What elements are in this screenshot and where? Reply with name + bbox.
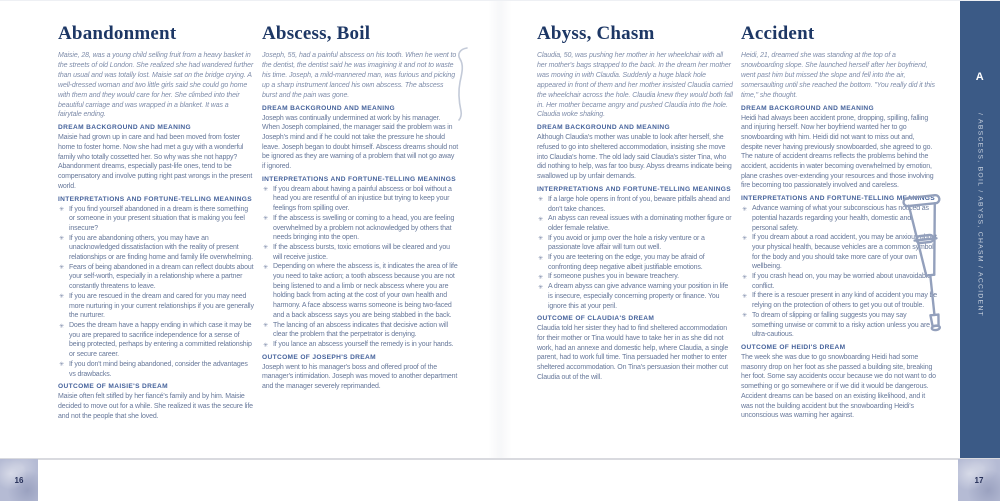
bullet-asterisk-icon: ✳ bbox=[538, 235, 543, 243]
entry-title: Accident bbox=[741, 23, 815, 44]
interpretation-list bbox=[537, 195, 733, 311]
bullet-asterisk-icon: ✳ bbox=[59, 293, 64, 301]
bullet-asterisk-icon: ✳ bbox=[59, 361, 64, 369]
entry-intro-case-study: Joseph, 55, had a painful abscess on his tooth. When he went to the dentist, the dentist said he was imagining it and not to waste his time. Joseph, a mild-mannered man, was furious and picking up a sharp instrument lanced his own abscess. The abscess burst and the pain was gone. bbox=[262, 52, 457, 99]
interpretation-item bbox=[262, 214, 458, 243]
crutch-illustration bbox=[898, 193, 964, 335]
bullet-asterisk-icon: ✳ bbox=[59, 264, 64, 272]
bullet-asterisk-icon: ✳ bbox=[538, 273, 543, 281]
entry-title: Abscess, Boil bbox=[262, 23, 371, 44]
interpretation-item bbox=[58, 234, 254, 263]
dental-probe-illustration bbox=[447, 45, 475, 123]
interpretation-item bbox=[537, 214, 733, 233]
interpretation-list bbox=[58, 205, 254, 380]
interpretation-item bbox=[262, 185, 458, 214]
section-text: Heidi had always been accident prone, dropping, spilling, falling and injuring herself. Now her boyfriend wanted her to go snowboarding with him. Heidi did not want to miss out and, despite never having previously snowboarded, she agreed to go. The nature of accident dreams reflects the problems behind the accident, accidents in water becoming overwhelmed by emotion, plane crashes over-extending your resources and those involving fire becoming too passionately involved and careless. bbox=[741, 114, 934, 190]
entry-title: Abyss, Chasm bbox=[537, 23, 655, 44]
interpretation-list bbox=[262, 185, 458, 350]
interpretation-text: Does the dream have a happy ending in which case it may be you are prepared to sacrifice independence for a sense of being protected, perhaps by entering a committed relationship or secure career. bbox=[69, 322, 252, 359]
section-text: Claudia told her sister they had to find sheltered accommodation for their mother or Tina would have to take her in as she did not work, had an annexe and domestic help, where Claudia, a single parent, had to work full time. Tina persuaded her mother to enter sheltered accommodation. On Tina's persuasion their mother cut Claudia out of the will. bbox=[537, 325, 729, 381]
interpretation-item bbox=[262, 243, 458, 262]
interpretation-text: If you dream about a road accident, you may be anxious about your physical health, because vehicles are a common symbol for the body and you should take more care of your own wellbeing. bbox=[752, 234, 937, 271]
bullet-asterisk-icon: ✳ bbox=[59, 206, 64, 214]
bullet-asterisk-icon: ✳ bbox=[538, 215, 543, 223]
bullet-asterisk-icon: ✳ bbox=[263, 244, 268, 252]
bullet-asterisk-icon: ✳ bbox=[742, 312, 747, 320]
bullet-asterisk-icon: ✳ bbox=[742, 205, 747, 213]
bullet-asterisk-icon: ✳ bbox=[263, 215, 268, 223]
bullet-asterisk-icon: ✳ bbox=[263, 186, 268, 194]
interpretation-item bbox=[537, 272, 733, 282]
interpretation-text: If you are rescued in the dream and cared for you may need more nurturing in your current relationships if you are generally the nurturer. bbox=[69, 292, 254, 320]
section-text: The week she was due to go snowboarding Heidi had some masonry drop on her foot as she passed a building site, breaking her foot. Some say accidents occur because we do not want to do something or go somewhere or if we did it would be dangerous. Accident dreams can be based on an existing likelihood, and it was not the building accident but the snowboarding Heidi's unconscious was warning her against. bbox=[741, 354, 936, 420]
interpretation-item bbox=[58, 263, 254, 292]
section-heading: DREAM BACKGROUND AND MEANING bbox=[741, 104, 875, 112]
entry-intro-case-study: Heidi, 21, dreamed she was standing at the top of a snowboarding slope. She launched herself after her boyfriend, went past him but missed the slope and fell into the air, somersaulting until she reached the bottom. "You really did it this time," she thought. bbox=[741, 52, 935, 99]
interpretation-text: The lancing of an abscess indicates that decisive action will clear the problem that the perpetrator is denying. bbox=[273, 321, 448, 339]
interpretation-text: A dream abyss can give advance warning your position in life is insecure, especially concerning property or finance. You ignore this at your peril. bbox=[548, 283, 729, 310]
entry-intro-case-study: Maisie, 28, was a young child selling fruit from a heavy basket in the streets of old London. She realized she had wandered further than usual and was totally lost. Maisie sat on the bridge crying. A well-dressed woman and two little girls said she could go home with them and they would care for her. She climbed into their beautiful carriage and was wrapped in a blanket. It was a fairytale ending. bbox=[58, 52, 254, 119]
bullet-asterisk-icon: ✳ bbox=[263, 341, 268, 349]
section-heading: INTERPRETATIONS AND FORTUNE-TELLING MEANINGS bbox=[741, 195, 936, 203]
chapter-tab bbox=[960, 1, 1000, 459]
section-heading: DREAM BACKGROUND AND MEANING bbox=[262, 104, 396, 112]
page-number-right: 17 bbox=[974, 475, 984, 485]
interpretation-text: If you find yourself abandoned in a dream is there something or someone in your present situation that is making you feel insecure? bbox=[69, 205, 248, 232]
interpretation-text: If someone pushes you in beware treachery. bbox=[548, 273, 679, 281]
section-text: Maisie had grown up in care and had been moved from foster home to foster home. Now she had met a guy with a wonderful family who totally cossetted her. So why was she not happy? Abandonment dreams, especially past-life ones, tend to be compensatory and involve putting right past wrongs in the present world. bbox=[58, 134, 253, 190]
section-text: Joseph was continually undermined at work by his manager. When Joseph complained, the manager said the problem was in Joseph's mind and if he could not take the pressure he should leave. Joseph began to doubt himself. Abscess dreams should not be ignored as they are warning of a problem that will not go away if ignored. bbox=[262, 114, 459, 171]
page-number-block-left bbox=[0, 459, 38, 501]
interpretation-text: If you are teetering on the edge, you may be afraid of confronting deep negative albeit justifiable emotions. bbox=[548, 254, 705, 271]
interpretation-text: If you don't mind being abandoned, consider the advantages vs drawbacks. bbox=[69, 360, 248, 378]
interpretation-text: If you avoid or jump over the hole a risky venture or a passionate love affair will turn out well. bbox=[548, 234, 705, 252]
entry-intro-case-study: Claudia, 50, was pushing her mother in her wheelchair with all her mother's bags strapped to the back. In the dream her mother was moving in with Claudia. Suddenly a huge black hole appeared in front of them and her mother insisted Claudia carried the wheelchair across the hole. Claudia knew they would both fall in. Her mother became angry and pushed Claudia into the hole. Claudia woke shaking. bbox=[537, 52, 733, 119]
bullet-asterisk-icon: ✳ bbox=[742, 234, 747, 242]
interpretation-item bbox=[262, 262, 458, 320]
section-heading: OUTCOME OF HEIDI'S DREAM bbox=[741, 344, 846, 351]
interpretation-text: Advance warning of what your subconscious has noticed as potential hazards regarding your health, domestic and personal safety. bbox=[752, 205, 929, 232]
entry-column-abscess-boil bbox=[262, 23, 458, 392]
section-heading: OUTCOME OF MAISIE'S DREAM bbox=[58, 383, 168, 391]
chapter-letter: A bbox=[975, 71, 985, 83]
interpretation-item bbox=[58, 205, 254, 234]
interpretation-text: If you are abandoning others, you may have an unacknowledged dissatisfaction with the reality of present relationships or are finding home and family life overwhelming. bbox=[69, 234, 253, 262]
interpretation-item bbox=[537, 195, 733, 214]
page-gutter bbox=[488, 1, 512, 459]
bullet-asterisk-icon: ✳ bbox=[742, 273, 747, 281]
section-heading: OUTCOME OF JOSEPH'S DREAM bbox=[262, 353, 376, 361]
interpretation-item bbox=[58, 360, 254, 379]
section-heading: OUTCOME OF CLAUDIA'S DREAM bbox=[537, 315, 655, 323]
interpretation-item bbox=[537, 253, 733, 272]
interpretation-text: If you crash head on, you may be worried about unavoidable conflict. bbox=[752, 273, 931, 290]
bullet-asterisk-icon: ✳ bbox=[538, 254, 543, 262]
page-number-left: 16 bbox=[14, 475, 24, 485]
bullet-asterisk-icon: ✳ bbox=[263, 263, 268, 271]
bullet-asterisk-icon: ✳ bbox=[59, 235, 64, 243]
bullet-asterisk-icon: ✳ bbox=[59, 322, 64, 330]
section-text: Although Claudia's mother was unable to look after herself, she refused to go into sheltered accommodation, insisting she move into Claudia's home. The old lady said Claudia's sister Tina, who did nothing to help, was far too busy. Abyss dreams indicate being swallowed up by unfair demands. bbox=[537, 134, 732, 181]
interpretation-item bbox=[58, 292, 254, 321]
entry-column-abandonment bbox=[58, 23, 254, 421]
section-heading: DREAM BACKGROUND AND MEANING bbox=[537, 124, 671, 132]
interpretation-text: Depending on where the abscess is, it indicates the area of life you need to take action; a tooth abscess because you are not being listened to and a limb or neck abscess where you are holding back from acting at the cost of your own health and harmony. A face abscess warns someone is being two-faced and a back abscess says you are being stabbed in the back. bbox=[273, 263, 458, 319]
interpretation-text: To dream of slipping or falling suggests you may say something unwise or commit to a risky action unless you are ultra-cautious. bbox=[752, 311, 930, 339]
section-heading: DREAM BACKGROUND AND MEANING bbox=[58, 124, 192, 132]
section-heading: INTERPRETATIONS AND FORTUNE-TELLING MEANINGS bbox=[537, 185, 732, 193]
interpretation-item bbox=[537, 282, 733, 311]
interpretation-text: If a large hole opens in front of you, beware pitfalls ahead and don't take chances. bbox=[548, 195, 730, 213]
page-bottom-edge bbox=[0, 458, 1000, 460]
interpretation-text: Fears of being abandoned in a dream can reflect doubts about your self-worth, especially in a relationship where a partner constantly threatens to leave. bbox=[69, 263, 254, 291]
bullet-asterisk-icon: ✳ bbox=[538, 283, 543, 291]
interpretation-text: If the abscess is swelling or coming to a head, you are feeling overwhelmed by a problem not acknowledged by others that needs bringing into the open. bbox=[273, 214, 455, 242]
interpretation-item bbox=[537, 234, 733, 253]
interpretation-item bbox=[262, 340, 458, 350]
section-text: Maisie often felt stifled by her fiancé's family and by him. Maisie decided to move out for a while. She realized it was the secure life and not the people that she loved. bbox=[58, 393, 253, 420]
entry-column-abyss-chasm bbox=[537, 23, 733, 383]
bullet-asterisk-icon: ✳ bbox=[263, 322, 268, 330]
entry-title: Abandonment bbox=[58, 23, 177, 44]
interpretation-text: If you lance an abscess yourself the remedy is in your hands. bbox=[273, 341, 454, 348]
interpretation-text: If you dream about having a painful abscess or boil without a head you are resentful of an injustice but trying to keep your feelings from spilling over. bbox=[273, 185, 452, 213]
page-number-block-right bbox=[958, 459, 1000, 501]
section-heading: INTERPRETATIONS AND FORTUNE-TELLING MEANINGS bbox=[262, 175, 457, 183]
interpretation-item bbox=[262, 321, 458, 340]
section-heading: INTERPRETATIONS AND FORTUNE-TELLING MEANINGS bbox=[58, 195, 253, 203]
section-text: Joseph went to his manager's boss and offered proof of the manager's intimidation. Joseph was moved to another department and the manager severely reprimanded. bbox=[262, 363, 458, 391]
bullet-asterisk-icon: ✳ bbox=[742, 292, 747, 300]
interpretation-text: If the abscess bursts, toxic emotions will be cleared and you will receive justice. bbox=[273, 243, 450, 261]
chapter-index-text: / ABSCESS, BOIL / ABYSS, CHASM / ACCIDENT bbox=[976, 113, 984, 318]
interpretation-item bbox=[58, 321, 254, 360]
interpretation-text: If there is a rescuer present in any kind of accident you may be relying on the protection of others to get you out of trouble. bbox=[752, 292, 937, 310]
interpretation-text: An abyss can reveal issues with a dominating mother figure or older female relative. bbox=[548, 215, 732, 232]
bullet-asterisk-icon: ✳ bbox=[538, 196, 543, 204]
